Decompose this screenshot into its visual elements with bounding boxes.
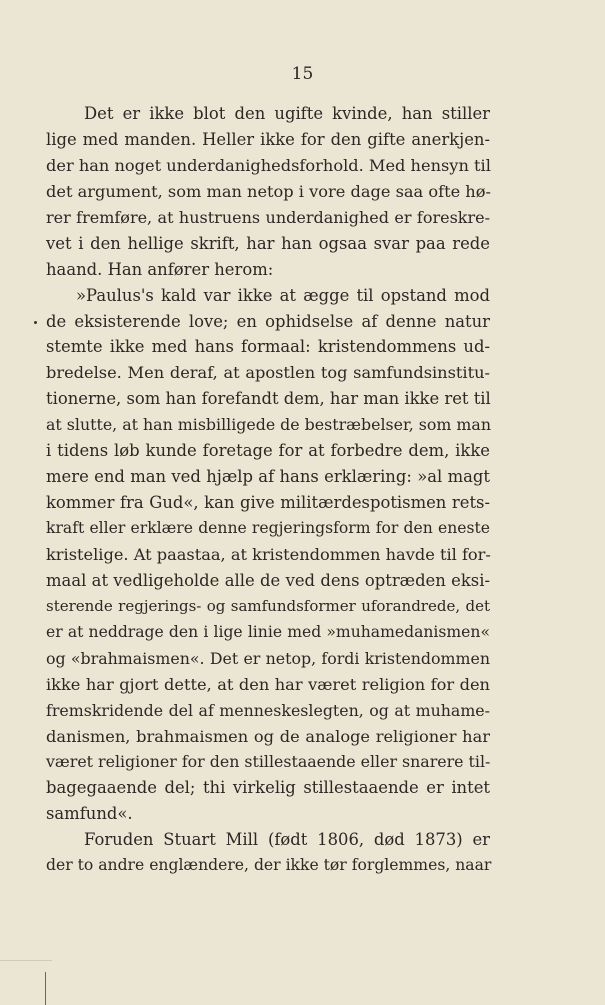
text-line: Det er ikke blot den ugifte kvinde, han stiller [84, 104, 490, 123]
text-line: at slutte, at han misbilligede de bestræbelser, som man [46, 415, 491, 435]
text-line: kommer fra Gud«, kan give militærdespotismen rets- [46, 493, 490, 513]
text-line: bredelse. Men deraf, at apostlen tog samfundsinstitu- [46, 363, 490, 383]
text-line: haand. Han anfører herom: [46, 259, 274, 279]
text-line: Foruden Stuart Mill (født 1806, død 1873) er [84, 830, 490, 850]
text-line: danismen, brahmaismen og de analoge religioner har [46, 726, 490, 746]
text-line: »Paulus's kald var ikke at ægge til opstand mod [76, 285, 490, 305]
text-line: lige med manden. Heller ikke for den gifte anerkjen- [46, 129, 490, 149]
text-line: fremskridende del af menneskeslegten, og at muhame- [46, 700, 490, 720]
text-line: og «brahmaismen«. Det er netop, fordi kristendommen [46, 648, 490, 668]
text-line: mere end man ved hjælp af hans erklæring: »al magt [46, 467, 490, 487]
text-line: kristelige. At paastaa, at kristendommen havde til for- [46, 544, 491, 564]
page-number: 15 [291, 64, 314, 84]
text-line: er at neddrage den i lige linie med »muhamedanismen« [46, 622, 490, 641]
text-line: det argument, som man netop i vore dage saa ofte hø- [46, 181, 491, 201]
binding-line [45, 972, 46, 1005]
text-line: sterende regjerings- og samfundsformer uforandrede, det [46, 596, 490, 615]
text-line: der han noget underdanighedsforhold. Med hensyn til [46, 155, 491, 175]
text-line: bagegaaende del; thi virkelig stillestaaende er intet [46, 778, 490, 798]
text-line: rer fremføre, at hustruens underdanighed er foreskre- [46, 207, 490, 227]
text-line: ikke har gjort dette, at den har været religion for den [46, 674, 490, 694]
text-line: maal at vedligeholde alle de ved dens optræden eksi- [46, 570, 490, 590]
text-line: været religioner for den stillestaaende eller snarere til- [46, 752, 491, 772]
text-line: tionerne, som han forefandt dem, har man ikke ret til [46, 389, 491, 409]
text-line: i tidens løb kunde foretage for at forbedre dem, ikke [46, 441, 490, 461]
text-line: der to andre englændere, der ikke tør forglemmes, naar [46, 856, 492, 875]
text-line: de eksisterende love; en ophidselse af denne natur [46, 311, 490, 331]
margin-dot [34, 321, 37, 324]
text-line: samfund«. [46, 804, 133, 824]
body-text [46, 101, 490, 879]
text-line: vet i den hellige skrift, har han ogsaa svar paa rede [46, 233, 490, 253]
text-line: kraft eller erklære denne regjeringsform for den eneste [46, 519, 490, 537]
text-line: stemte ikke med hans formaal: kristendommens ud- [46, 337, 490, 357]
